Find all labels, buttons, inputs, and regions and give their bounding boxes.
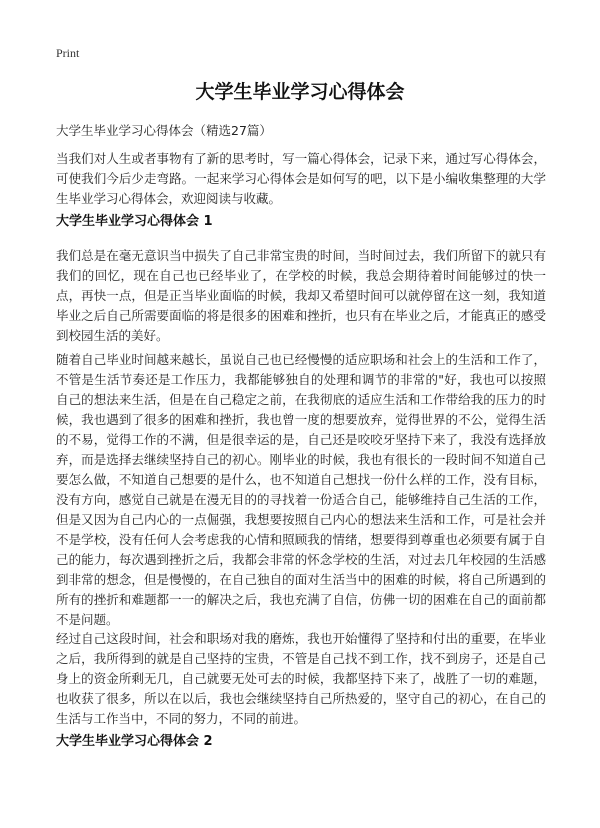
page-title: 大学生毕业学习心得体会: [195, 81, 405, 103]
document-subtitle: 大学生毕业学习心得体会（精选27篇）: [56, 123, 272, 138]
intro-paragraph: 当我们对人生或者事物有了新的思考时，写一篇心得体会，记录下来，通过写心得体会，可使我们今后少走弯路。一起来学习心得体会是如何写的吧，以下是小编收集整理的大学生毕业学习心得体会，欢迎阅读与收藏。: [56, 151, 546, 206]
print-link[interactable]: Print: [56, 46, 80, 60]
section-heading: 大学生毕业学习心得体会 2: [56, 734, 213, 749]
body-paragraph: 我们总是在毫无意识当中损失了自己非常宝贵的时间，当时间过去，我们所留下的就只有我们的回忆，现在自己也已经毕业了，在学校的时候，我总会期待着时间能够过的快一点，再快一点，但是正当毕业面临的时候，我却又希望时间可以就停留在这一刻，我知道毕业之后自己所需要面临的将是很多的困难和挫折，也只有在毕业之后，才能真正的感受到校园生活的美好。: [56, 248, 546, 343]
section-heading: 大学生毕业学习心得体会 1: [56, 214, 213, 229]
body-paragraph: 经过自己这段时间，社会和职场对我的磨炼，我也开始懂得了坚持和付出的重要，在毕业之后，我所得到的就是自己坚持的宝贵，不管是自己找不到工作，找不到房子，还是自己身上的资金所剩无几，自己就要无处可去的时候，我都坚持下来了，战胜了一切的难题，也收获了很多，所以在以后，我也会继续坚持自己所热爱的，坚守自己的初心，在自己的生活与工作当中，不同的努力，不同的前进。: [56, 631, 546, 726]
body-paragraph: 随着自己毕业时间越来越长，虽说自己也已经慢慢的适应职场和社会上的生活和工作了，不管是生活节奏还是工作压力，我都能够独自的处理和调节的非常的"好，我也可以按照自己的想法来生活，但是在自己稳定之前，在我彻底的适应生活和工作带给我的压力的时候，我也遇到了很多的困难和挫折，我也曾一度的想要放弃，觉得世界的不公，觉得生活的不易，觉得工作的不满，但是很幸运的是，自己还是咬咬牙坚持下来了，我没有选择放弃，而是选择去继续坚持自己的初心。刚毕业的时候，我也有很长的一段时间不知道自己要怎么做，不知道自己想要的是什么，也不知道自己想找一份什么样的工作，没有目标，没有方向，感觉自己就是在漫无目的的寻找着一份适合自己，能够维持自己生活的工作，但是又因为自己内心的一点倔强，我想要按照自己内心的想法来生活和工作，可是社会并不是学校，没有任何人会考虑我的心情和照顾我的情绪，想要得到尊重也必须要有属于自己的能力，每次遇到挫折之后，我都会非常的怀念学校的生活，对过去几年校园的生活感到非常的想念，但是慢慢的，在自己独自的面对生活当中的困难的时候，将自己所遇到的所有的挫折和难题都一一的解决之后，我也充满了自信，仿佛一切的困难在自己的面前都不是问题。: [56, 352, 546, 627]
